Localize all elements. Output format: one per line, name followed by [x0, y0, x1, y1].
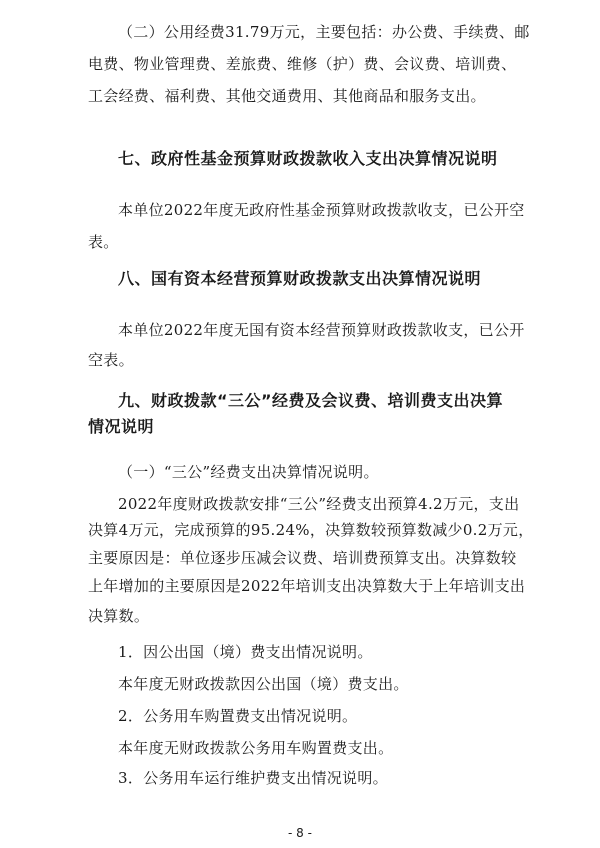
section-heading: 八、国有资本经营预算财政拨款支出决算情况说明 [118, 269, 482, 288]
item-heading: 1．因公出国（境）费支出情况说明。 [118, 643, 373, 661]
paragraph-line: 决算数。 [88, 607, 150, 625]
paragraph-line: （二）公用经费31.79万元，主要包括：办公费、手续费、邮 [118, 23, 530, 41]
paragraph-line: 电费、物业管理费、差旅费、维修（护）费、会议费、培训费、 [88, 55, 517, 73]
paragraph-line: 本年度无财政拨款因公出国（境）费支出。 [118, 675, 409, 693]
paragraph-line: 本单位2022年度无政府性基金预算财政拨款收支，已公开空 [118, 201, 525, 219]
paragraph-line: 本单位2022年度无国有资本经营预算财政拨款收支，已公开 [118, 321, 525, 339]
page-number: - 8 - [288, 826, 312, 840]
paragraph-line: 2022年度财政拨款安排“三公”经费支出预算4.2万元，支出 [118, 495, 520, 513]
section-heading: 九、财政拨款“三公”经费及会议费、培训费支出决算 [118, 391, 504, 410]
paragraph-line: 上年增加的主要原因是2022年培训支出决算数大于上年培训支出 [88, 577, 526, 595]
paragraph-line: 空表。 [88, 351, 134, 369]
paragraph-line: 表。 [88, 233, 119, 251]
section-heading: 情况说明 [88, 417, 155, 436]
subsection-heading: （一）“三公”经费支出决算情况说明。 [118, 463, 379, 481]
item-heading: 2．公务用车购置费支出情况说明。 [118, 707, 358, 725]
paragraph-line: 决算4万元，完成预算的95.24%，决算数较预算数减少0.2万元， [88, 521, 534, 539]
paragraph-line: 工会经费、福利费、其他交通费用、其他商品和服务支出。 [88, 87, 486, 105]
paragraph-line: 主要原因是：单位逐步压减会议费、培训费预算支出。决算数较 [88, 549, 517, 567]
paragraph-line: 本年度无财政拨款公务用车购置费支出。 [118, 739, 394, 757]
section-heading: 七、政府性基金预算财政拨款收入支出决算情况说明 [118, 149, 498, 168]
item-heading: 3．公务用车运行维护费支出情况说明。 [118, 769, 388, 787]
